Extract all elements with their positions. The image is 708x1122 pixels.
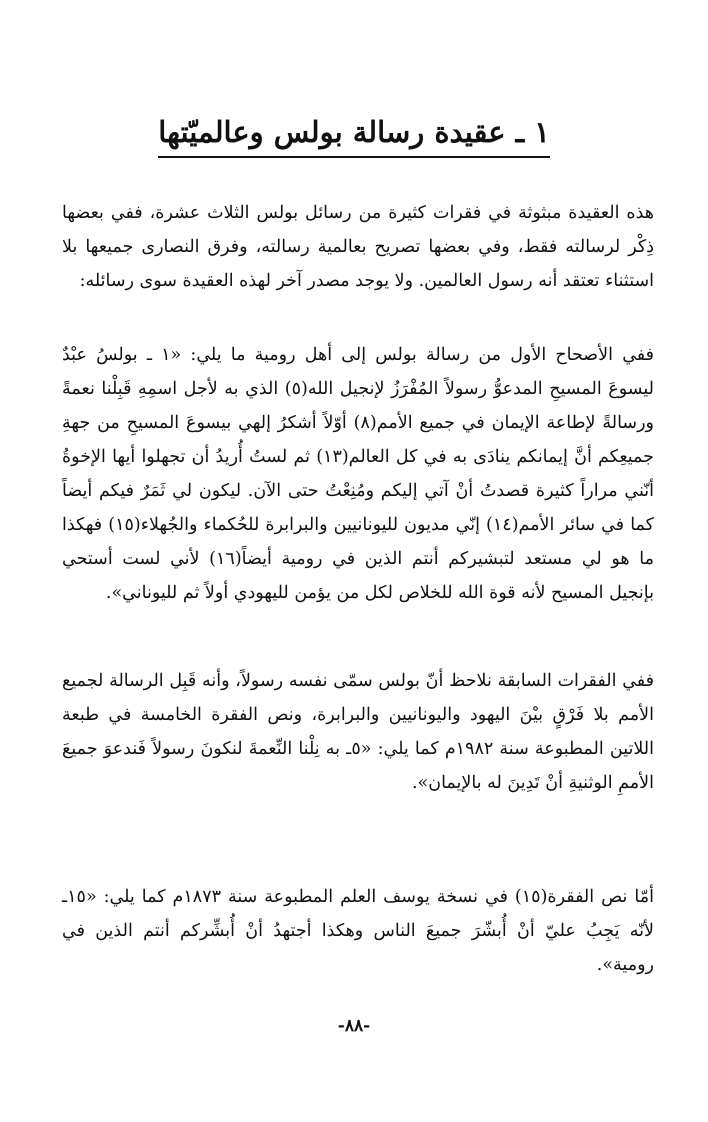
- chapter-title: [0, 112, 708, 158]
- paragraph-commentary: ففي الفقرات السابقة نلاحظ أنّ بولس سمّى نفسه رسولاً، وأنه قَبِل الرسالة لجميع الأمم بلا فَرْقٍ بيْنَ اليهود واليونانيين والبرابرة، ونص الفقرة الخامسة في طبعة اللاتين المطبوعة سنة ١٩٨٢م كما يلي: «٥ـ به نِلْنا النِّعمةَ لنكونَ رسولاً فَندعوَ جميعَ الأممِ الوثنيةِ أنْ تَدِينَ له بالإيمان».: [62, 671, 654, 793]
- paragraph-romans-quote: ففي الأصحاح الأول من رسالة بولس إلى أهل رومية ما يلي: «١ ـ بولسُ عبْدٌ ليسوعَ المسيحِ المدعوُّ رسولاً المُفْرَزُ لإنجيل الله(٥) الذي به لأجل اسمِهِ قَبِلْنا نعمةً ورسالةً لإطاعة الإيمان في جميع الأمم(٨) أوّلاً أشكرُ إلهي بيسوعَ المسيحِ من جهةِ جميعِكم أنَّ إيمانكم ينادَى به في كل العالم(١٣) ثم لستُ أُريدُ أن تجهلوا أيها الإخوةُ أنّني مراراً كثيرة قصدتُ أنْ آتي إليكم ومُنِعْتُ حتى الآن. ليكون لي ثَمَرٌ فيكم أيضاً كما في سائر الأمم(١٤) إنّي مديون لليونانيين والبرابرة للحُكماء والجُهلاء(١٥) فهكذا ما هو لي مستعد لتبشيركم أنتم الذين في رومية أيضاً(١٦) لأني لست أستحي بإنجيل المسيح لأنه قوة الله للخلاص لكل من يؤمن لليهودي أولاً ثم لليوناني».: [62, 345, 654, 603]
- paragraph-intro: هذه العقيدة مبثوثة في فقرات كثيرة من رسائل بولس الثلاث عشرة، ففي بعضها ذِكْر لرسالته فقط، وفي بعضها تصريح بعالمية رسالته، وفرق النصارى جميعها بلا استثناء تعتقد أنه رسول العالمين. ولا يوجد مصدر آخر لهذه العقيدة سوى رسائله:: [62, 203, 654, 291]
- paragraph-verse-15: أمّا نص الفقرة(١٥) في نسخة يوسف العلم المطبوعة سنة ١٨٧٣م كما يلي: «١٥ـ لأنّه يَجِبُ عليّ أنْ أُبشّرَ جميعَ الناس وهكذا أجتهدُ أنْ أُبشِّركم أنتم الذين في رومية».: [62, 887, 654, 975]
- page-number: -٨٨-: [337, 1016, 371, 1036]
- chapter-title-text: ١ ـ عقيدة رسالة بولس وعالميّتها: [158, 112, 550, 158]
